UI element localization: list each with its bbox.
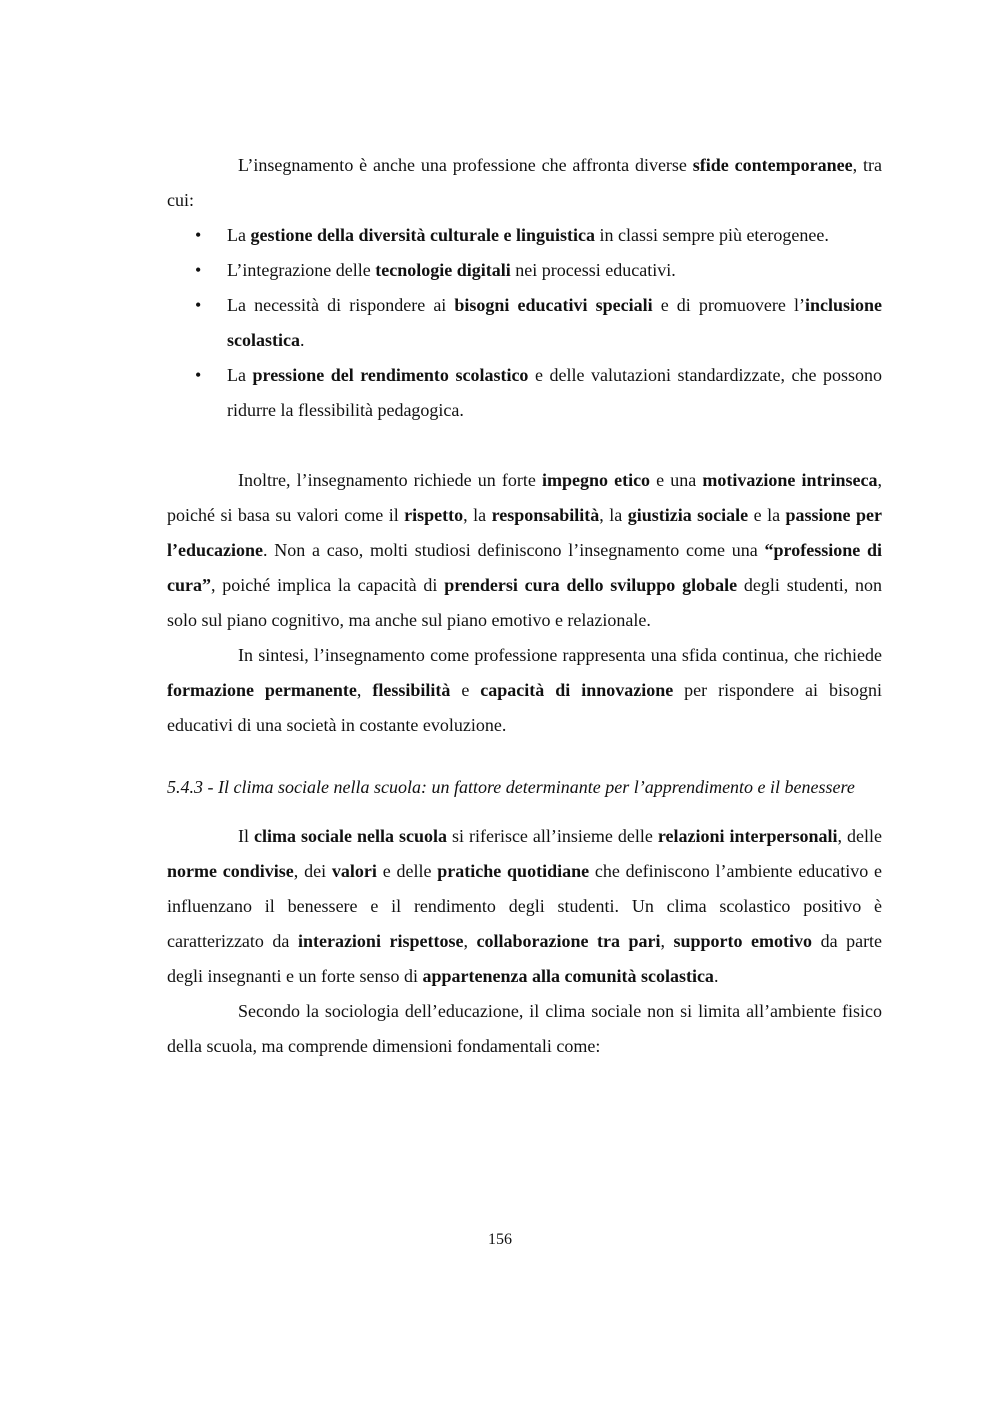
list-item: • La gestione della diversità culturale e linguistica in classi sempre più eterogenee. (167, 218, 882, 253)
bullet-icon: • (195, 225, 202, 245)
bold-term: sfide contemporanee (692, 155, 853, 175)
page-body (167, 148, 882, 1064)
list-item: • L’integrazione delle tecnologie digitali nei processi educativi. (167, 253, 882, 288)
bullet-icon: • (195, 365, 202, 385)
bullet-icon: • (195, 260, 202, 280)
bold-term: inclusione scolastica (227, 295, 882, 350)
paragraph-gap (167, 428, 882, 463)
sociology-paragraph: Secondo la sociologia dell’educazione, il clima sociale non si limita all’ambiente fisico della scuola, ma comprende dimensioni fondamentali come: (167, 1001, 882, 1056)
bullet-icon: • (195, 295, 202, 315)
intro-paragraph (167, 148, 882, 218)
climate-paragraph: Il clima sociale nella scuola si riferisce all’insieme delle relazioni interpersonali, delle norme condivise, dei valori e delle pratiche quotidiane che definiscono l’ambiente educativo e influenzano il benessere e il rendimento degli studenti. Un clima scolastico positivo è caratterizzato da interazioni rispettose, collaborazione tra pari, supporto emotivo da parte degli insegnanti e un forte senso di appartenenza alla comunità scolastica. (167, 826, 883, 986)
bold-term: gestione della diversità culturale e linguistica (250, 225, 595, 245)
synthesis-paragraph: In sintesi, l’insegnamento come professione rappresenta una sfida continua, che richiede formazione permanente, flessibilità e capacità di innovazione per rispondere ai bisogni educativi di una società in costante evoluzione. (167, 645, 882, 735)
bold-term: bisogni educativi speciali (454, 295, 653, 315)
list-item: • La pressione del rendimento scolastico e delle valutazioni standardizzate, che possono ridurre la flessibilità pedagogica. (167, 358, 882, 428)
section-heading: 5.4.3 - Il clima sociale nella scuola: un fattore determinante per l’apprendimento e il benessere (167, 777, 855, 797)
ethics-paragraph: Inoltre, l’insegnamento richiede un forte impegno etico e una motivazione intrinseca, poiché si basa su valori come il rispetto, la responsabilità, la giustizia sociale e la passione per l’educazione. Non a caso, molti studiosi definiscono l’insegnamento come una “professione di cura”, poiché implica la capacità di prendersi cura dello sviluppo globale degli studenti, non solo sul piano cognitivo, ma anche sul piano emotivo e relazionale. (167, 470, 882, 630)
bold-term: tecnologie digitali (375, 260, 511, 280)
challenges-list (167, 218, 882, 428)
text-span: , tra cui: (167, 155, 882, 210)
page-number: 156 (488, 1231, 512, 1248)
bold-term: pressione del rendimento scolastico (252, 365, 529, 385)
text-span: L’insegnamento è anche una professione che affronta diverse (238, 155, 693, 175)
list-item: • La necessità di rispondere ai bisogni educativi speciali e di promuovere l’inclusione scolastica. (167, 288, 882, 358)
